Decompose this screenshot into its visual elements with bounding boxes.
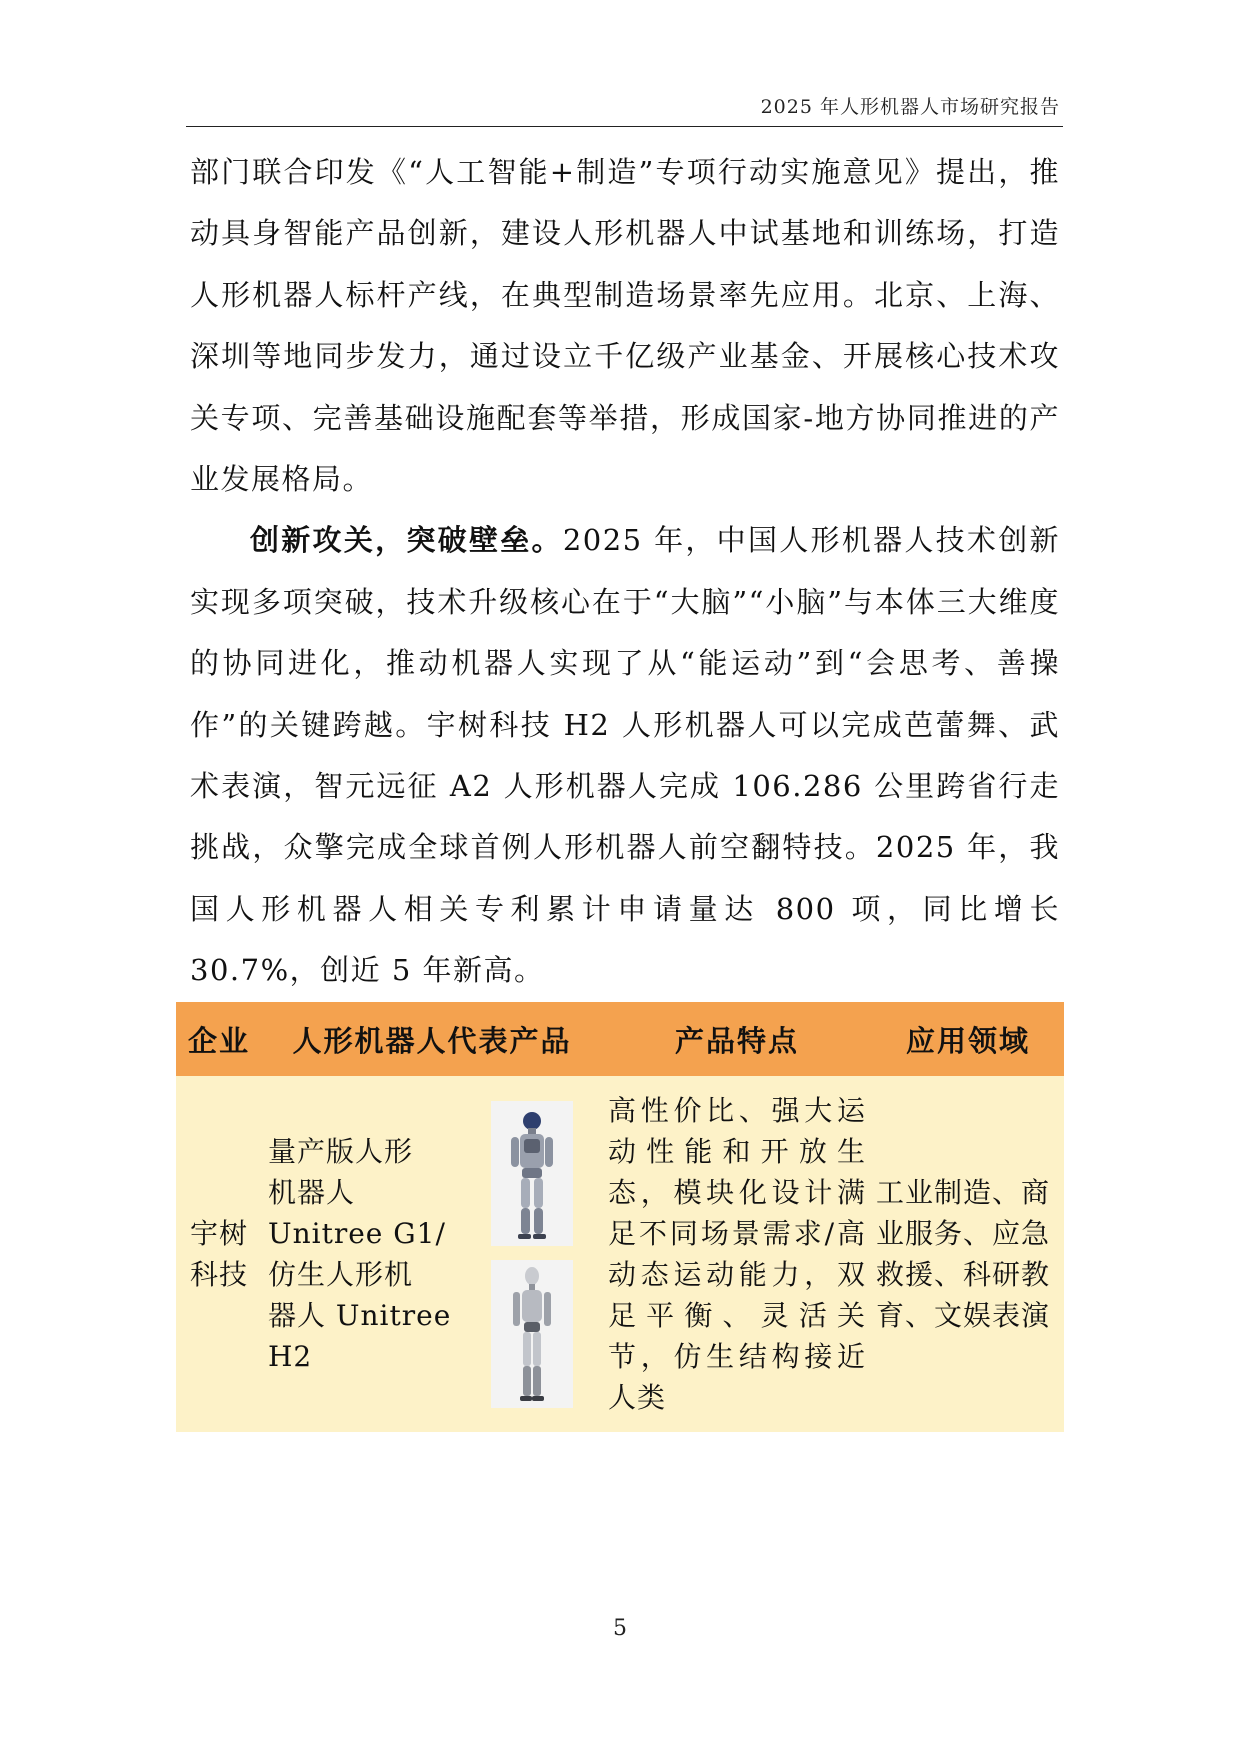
cell-company <box>176 1076 262 1432</box>
product-line-3: Unitree G1/ <box>268 1217 446 1250</box>
page-number: 5 <box>613 1616 627 1641</box>
product-line-5: 器人 Unitree <box>268 1299 452 1332</box>
paragraph-innovation-text: 2025 年，中国人形机器人技术创新实现多项突破，技术升级核心在于“大脑”“小脑”与本体三大维度的协同进化，推动机器人实现了从“能运动”到“会思考、善操作”的关键跨越。宇树科技 H2 人形机器人可以完成芭蕾舞、武术表演，智元远征 A2 人形机器人完成 106.286 公里跨省行走挑战，众擎完成全球首例人形机器人前空翻特技。2025 年，我国人形机器人相关专利累计申请量达 800 项，同比增长 30.7%，创近 5 年新高。 <box>190 523 1060 988</box>
company-line-1: 宇树 <box>189 1217 248 1250</box>
cell-product <box>262 1076 462 1432</box>
paragraph-lead-heading: 创新攻关，突破壁垒。 <box>250 523 563 558</box>
product-line-4: 仿生人形机 <box>268 1258 414 1291</box>
product-line-2: 机器人 <box>268 1176 356 1209</box>
header-company: 企业 <box>176 1002 262 1076</box>
cell-fields: 工业制造、商业服务、应急救援、科研教育、文娱表演 <box>872 1076 1064 1432</box>
header-features: 产品特点 <box>602 1002 872 1076</box>
header-product: 人形机器人代表产品 <box>262 1002 602 1076</box>
product-line-1: 量产版人形 <box>268 1135 414 1168</box>
cell-features: 高性价比、强大运动性能和开放生态，模块化设计满足不同场景需求/高动态运动能力，双足平衡、灵活关节，仿生结构接近人类 <box>602 1076 872 1432</box>
table-header-row <box>176 1002 1064 1076</box>
paragraph-policy: 部门联合印发《“人工智能+制造”专项行动实施意见》提出，推动具身智能产品创新，建设人形机器人中试基地和训练场，打造人形机器人标杆产线，在典型制造场景率先应用。北京、上海、深圳等地同步发力，通过设立千亿级产业基金、开展核心技术攻关专项、完善基础设施配套等举措，形成国家-地方协同推进的产业发展格局。 <box>190 155 1060 497</box>
product-table <box>176 1002 1064 1432</box>
paragraph-innovation <box>190 510 1060 1001</box>
product-line-6: H2 <box>268 1340 313 1373</box>
page-header: 2025 年人形机器人市场研究报告 <box>760 96 1060 118</box>
table-row <box>176 1076 1064 1432</box>
cell-product-images <box>462 1076 602 1432</box>
robot-h2-image <box>491 1260 573 1408</box>
robot-g1-image <box>491 1101 573 1246</box>
body-text <box>190 142 1060 1002</box>
header-fields: 应用领域 <box>872 1002 1064 1076</box>
company-line-2: 科技 <box>189 1258 248 1291</box>
header-divider <box>186 126 1063 127</box>
